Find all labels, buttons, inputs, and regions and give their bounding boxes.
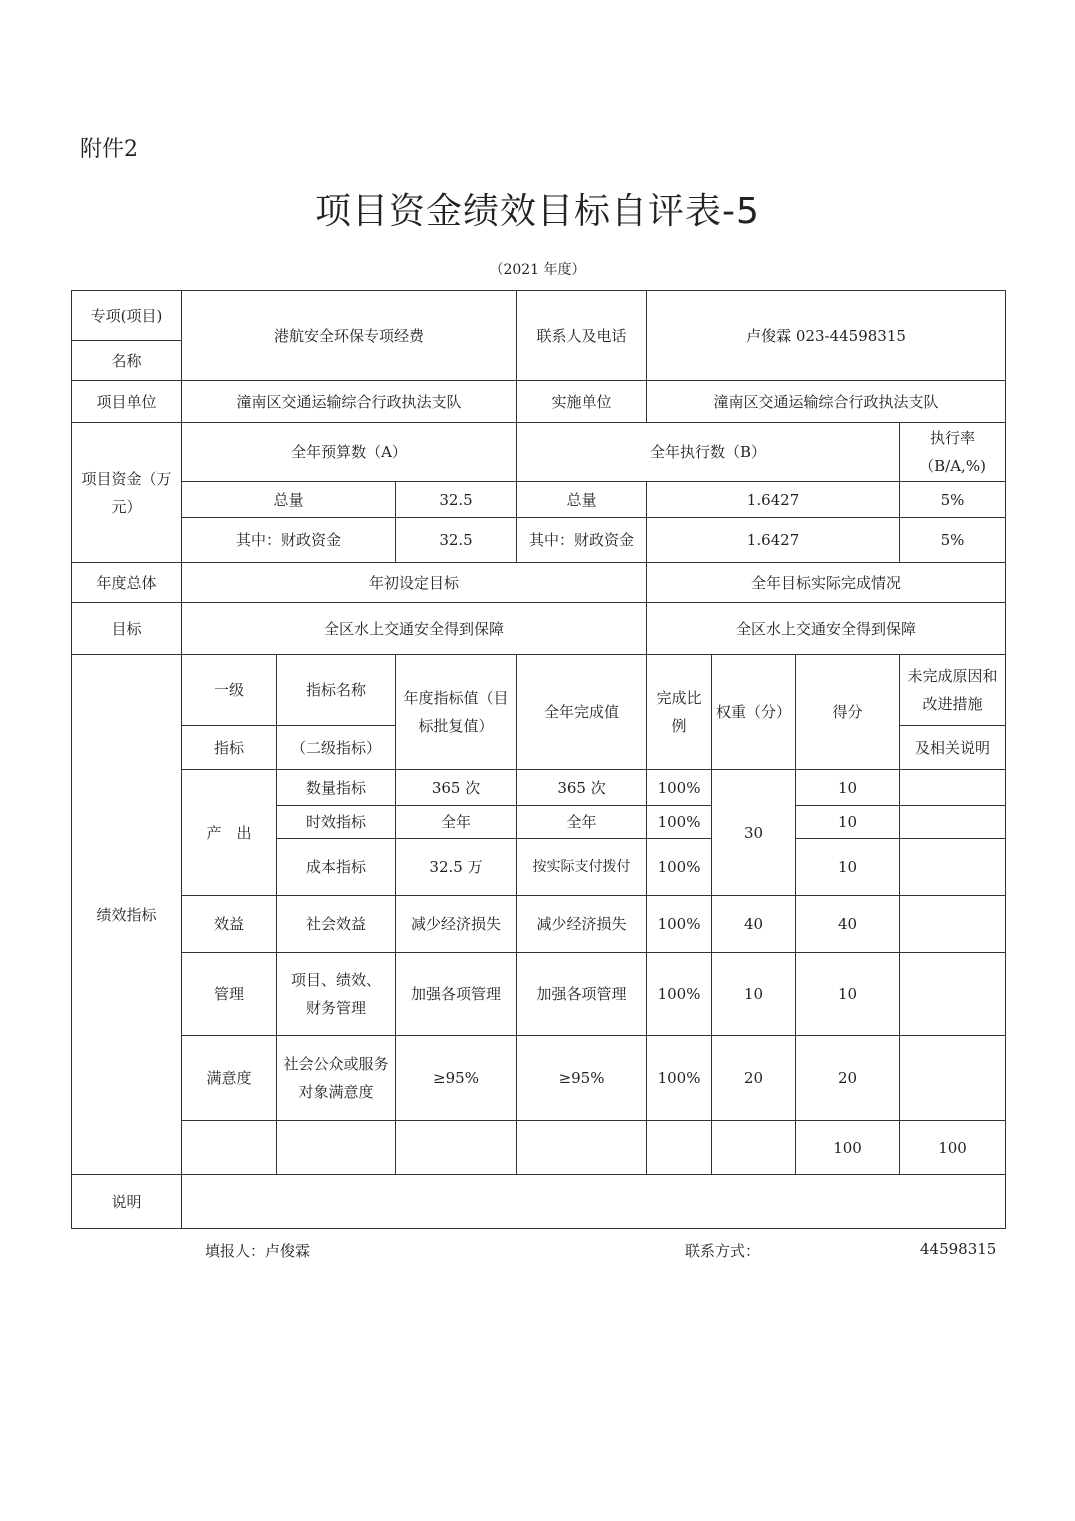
page-title: 项目资金绩效目标自评表-5 xyxy=(315,191,760,232)
impl-value: 潼南区交通运输综合行政执法支队 xyxy=(647,381,1006,423)
indicator-name: 社会效益 xyxy=(277,896,396,953)
indicator-actual: 365 次 xyxy=(517,770,647,806)
table-row xyxy=(72,953,1006,1036)
indicator-reason xyxy=(900,953,1006,1036)
perf-label: 绩效指标 xyxy=(72,655,182,1175)
budget-header: 全年预算数（A） xyxy=(182,423,517,482)
project-name: 港航安全环保专项经费 xyxy=(182,291,517,381)
funds-row-a: 32.5 xyxy=(396,482,517,518)
impl-label: 实施单位 xyxy=(517,381,647,423)
funds-row-b: 1.6427 xyxy=(647,518,900,563)
output-weight: 30 xyxy=(712,770,796,896)
indicator-reason xyxy=(900,806,1006,839)
indicator-score: 20 xyxy=(796,1036,900,1121)
indicator-target: 365 次 xyxy=(396,770,517,806)
indicator-ratio: 100% xyxy=(647,806,712,839)
header-name-b: （二级指标） xyxy=(277,726,396,770)
indicator-actual: 减少经济损失 xyxy=(517,896,647,953)
goal-label-2: 目标 xyxy=(72,603,182,655)
indicator-actual: 加强各项管理 xyxy=(517,953,647,1036)
indicator-actual: ≥95% xyxy=(517,1036,647,1121)
indicator-actual: 按实际支付拨付 xyxy=(517,839,647,896)
indicator-level1: 效益 xyxy=(182,896,277,953)
funds-label: 项目资金（万元） xyxy=(72,423,182,563)
funds-row-rate: 5% xyxy=(900,518,1006,563)
empty-cell xyxy=(647,1121,712,1175)
header-reason-b: 及相关说明 xyxy=(900,726,1006,770)
table-row xyxy=(72,896,1006,953)
unit-value: 潼南区交通运输综合行政执法支队 xyxy=(182,381,517,423)
indicator-score: 10 xyxy=(796,770,900,806)
indicator-target: 减少经济损失 xyxy=(396,896,517,953)
indicator-actual: 全年 xyxy=(517,806,647,839)
indicator-weight: 10 xyxy=(712,953,796,1036)
empty-cell xyxy=(182,1121,277,1175)
header-ratio: 完成比例 xyxy=(647,655,712,770)
indicator-reason xyxy=(900,896,1006,953)
indicator-ratio: 100% xyxy=(647,896,712,953)
indicator-level1: 满意度 xyxy=(182,1036,277,1121)
unit-label: 项目单位 xyxy=(72,381,182,423)
contact-method-label: 联系方式： xyxy=(685,1242,761,1260)
contact-value: 卢俊霖 023-44598315 xyxy=(647,291,1006,381)
indicator-reason xyxy=(900,839,1006,896)
total-score: 100 xyxy=(900,1121,1006,1175)
indicator-target: 加强各项管理 xyxy=(396,953,517,1036)
indicator-score: 10 xyxy=(796,839,900,896)
header-target: 年度指标值（目标批复值） xyxy=(396,655,517,770)
contact-label: 联系人及电话 xyxy=(517,291,647,381)
rate-header: 执行率（B/A,%) xyxy=(900,423,1006,482)
goal-actual-header: 全年目标实际完成情况 xyxy=(647,563,1006,603)
empty-cell xyxy=(396,1121,517,1175)
goal-set-header: 年初设定目标 xyxy=(182,563,647,603)
indicator-ratio: 100% xyxy=(647,953,712,1036)
goal-set-value: 全区水上交通安全得到保障 xyxy=(182,603,647,655)
indicator-ratio: 100% xyxy=(647,1036,712,1121)
indicator-reason xyxy=(900,770,1006,806)
header-level1: 一级 xyxy=(182,655,277,726)
indicator-name: 数量指标 xyxy=(277,770,396,806)
header-weight: 权重（分） xyxy=(712,655,796,770)
funds-row-rate: 5% xyxy=(900,482,1006,518)
header-actual: 全年完成值 xyxy=(517,655,647,770)
total-row xyxy=(72,1121,1006,1175)
funds-row-label-a: 其中：财政资金 xyxy=(182,518,396,563)
indicator-weight: 20 xyxy=(712,1036,796,1121)
empty-cell xyxy=(517,1121,647,1175)
funds-row-label-b: 总量 xyxy=(517,482,647,518)
indicator-name: 社会公众或服务对象满意度 xyxy=(277,1036,396,1121)
note-label: 说明 xyxy=(72,1175,182,1229)
contact-method-value: 44598315 xyxy=(920,1240,997,1258)
header-reason: 未完成原因和改进措施 xyxy=(900,655,1006,726)
indicator-score: 10 xyxy=(796,806,900,839)
indicator-name: 成本指标 xyxy=(277,839,396,896)
header-score: 得分 xyxy=(796,655,900,770)
indicator-score: 10 xyxy=(796,953,900,1036)
note-value xyxy=(182,1175,1006,1229)
indicator-ratio: 100% xyxy=(647,839,712,896)
funds-row-b: 1.6427 xyxy=(647,482,900,518)
year-label: （2021 年度） xyxy=(489,262,586,278)
indicator-target: ≥95% xyxy=(396,1036,517,1121)
goal-actual-value: 全区水上交通安全得到保障 xyxy=(647,603,1006,655)
filler: 填报人：卢俊霖 xyxy=(205,1242,311,1260)
goal-label: 年度总体 xyxy=(72,563,182,603)
table-row xyxy=(72,1036,1006,1121)
header-level1-b: 指标 xyxy=(182,726,277,770)
indicator-name: 时效指标 xyxy=(277,806,396,839)
table-row xyxy=(72,770,1006,806)
indicator-ratio: 100% xyxy=(647,770,712,806)
exec-header: 全年执行数（B） xyxy=(517,423,900,482)
project-label-2: 名称 xyxy=(72,341,182,381)
indicator-weight: 40 xyxy=(712,896,796,953)
header-name: 指标名称 xyxy=(277,655,396,726)
total-weight: 100 xyxy=(796,1121,900,1175)
empty-cell xyxy=(712,1121,796,1175)
project-label: 专项(项目) xyxy=(72,291,182,341)
indicator-level1: 管理 xyxy=(182,953,277,1036)
empty-cell xyxy=(277,1121,396,1175)
indicator-target: 32.5 万 xyxy=(396,839,517,896)
attachment-label: 附件2 xyxy=(80,137,138,162)
funds-row-label-b: 其中：财政资金 xyxy=(517,518,647,563)
indicator-target: 全年 xyxy=(396,806,517,839)
evaluation-table xyxy=(71,290,1006,1229)
funds-row-a: 32.5 xyxy=(396,518,517,563)
output-label: 产 出 xyxy=(182,770,277,896)
indicator-name: 项目、绩效、财务管理 xyxy=(277,953,396,1036)
funds-row-label-a: 总量 xyxy=(182,482,396,518)
indicator-score: 40 xyxy=(796,896,900,953)
indicator-reason xyxy=(900,1036,1006,1121)
